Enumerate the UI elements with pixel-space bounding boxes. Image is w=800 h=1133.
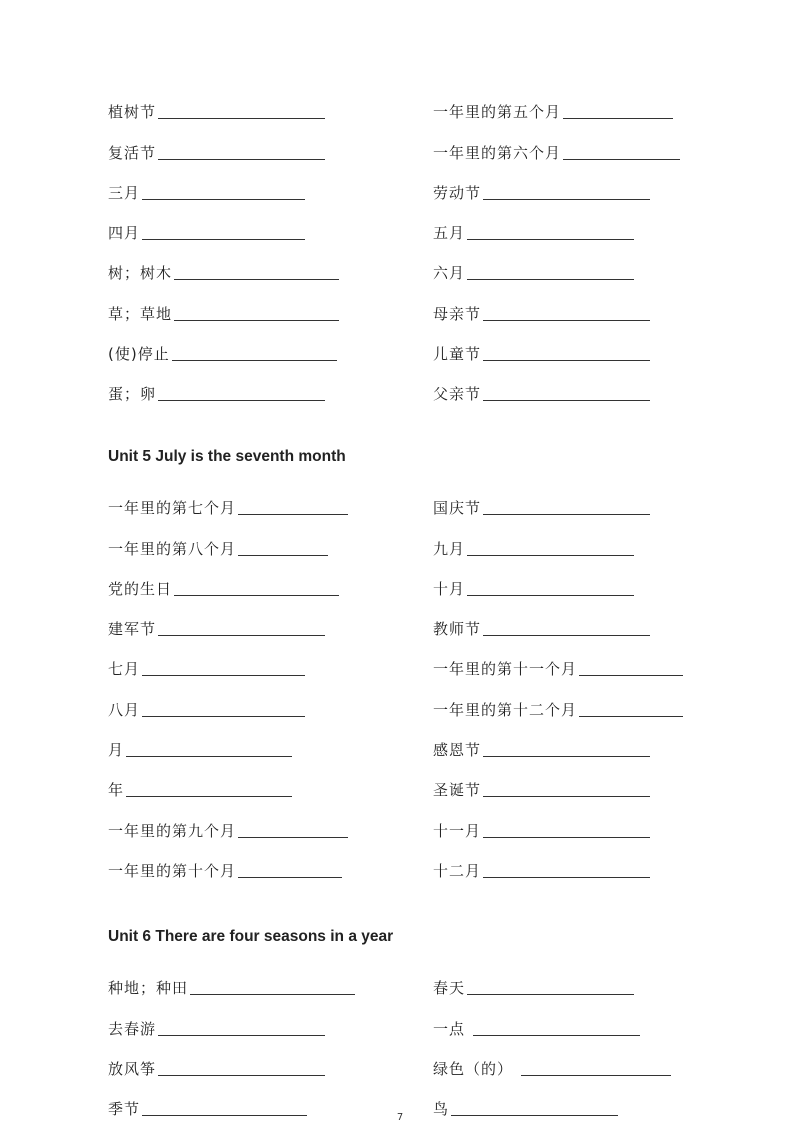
vocab-label: 绿色（的） xyxy=(433,1059,514,1078)
answer-blank[interactable] xyxy=(467,580,634,596)
vocab-item xyxy=(433,599,683,639)
answer-blank[interactable] xyxy=(483,781,650,797)
vocab-label: 十二月 xyxy=(433,861,482,880)
vocab-label: 感恩节 xyxy=(433,741,482,760)
vocab-label: 六月 xyxy=(433,264,466,283)
answer-blank[interactable] xyxy=(238,499,348,515)
vocab-item xyxy=(433,518,683,558)
vocab-label: 四月 xyxy=(108,224,141,243)
vocab-label: 圣诞节 xyxy=(433,781,482,800)
vocab-item xyxy=(433,639,683,679)
vocab-label: 一年里的第六个月 xyxy=(433,143,562,162)
vocab-item xyxy=(433,243,680,283)
answer-blank[interactable] xyxy=(158,385,325,401)
answer-blank[interactable] xyxy=(158,620,325,636)
vocab-label: 一年里的第十个月 xyxy=(108,861,237,880)
vocab-item xyxy=(108,324,339,364)
vocab-item xyxy=(433,122,680,162)
vocab-label: 劳动节 xyxy=(433,183,482,202)
vocab-item xyxy=(108,559,348,599)
vocab-label: 九月 xyxy=(433,539,466,558)
answer-blank[interactable] xyxy=(238,540,328,556)
vocab-label: 一年里的第十一个月 xyxy=(433,660,578,679)
vocab-label: (使)停止 xyxy=(108,345,170,364)
vocab-label: 去春游 xyxy=(108,1019,157,1038)
right-column xyxy=(433,478,683,881)
vocab-label: 春天 xyxy=(433,979,466,998)
vocab-label: 树；树木 xyxy=(108,264,173,283)
vocab-label: 蛋；卵 xyxy=(108,385,157,404)
vocab-label: 一年里的第十二个月 xyxy=(433,700,578,719)
answer-blank[interactable] xyxy=(483,620,650,636)
vocab-item xyxy=(433,364,680,404)
vocab-item xyxy=(433,679,683,719)
answer-blank[interactable] xyxy=(158,144,325,160)
vocab-item xyxy=(108,958,355,998)
vocab-item xyxy=(108,283,339,323)
vocab-label: 一年里的第八个月 xyxy=(108,539,237,558)
answer-blank[interactable] xyxy=(563,144,680,160)
vocab-item xyxy=(433,559,683,599)
vocab-label: 年 xyxy=(108,781,125,800)
answer-blank[interactable] xyxy=(142,184,305,200)
right-column xyxy=(433,958,671,1119)
vocab-label: 建军节 xyxy=(108,620,157,639)
vocab-label: 国庆节 xyxy=(433,499,482,518)
vocab-item xyxy=(108,122,339,162)
left-column xyxy=(108,958,355,1119)
vocab-label: 三月 xyxy=(108,183,141,202)
answer-blank[interactable] xyxy=(483,499,650,515)
answer-blank[interactable] xyxy=(142,660,305,676)
vocab-label: 鸟 xyxy=(433,1100,450,1119)
answer-blank[interactable] xyxy=(174,264,339,280)
vocab-item xyxy=(108,518,348,558)
vocab-label: 八月 xyxy=(108,700,141,719)
vocab-label: 草；草地 xyxy=(108,304,173,323)
vocab-label: 教师节 xyxy=(433,620,482,639)
vocab-label: 一年里的第五个月 xyxy=(433,103,562,122)
unit6-title: Unit 6 There are four seasons in a year xyxy=(108,928,394,945)
answer-blank[interactable] xyxy=(126,781,292,797)
vocab-label: 父亲节 xyxy=(433,385,482,404)
vocab-item xyxy=(433,203,680,243)
answer-blank[interactable] xyxy=(521,1060,671,1076)
vocab-label: 十月 xyxy=(433,579,466,598)
answer-blank[interactable] xyxy=(579,701,683,717)
vocab-item xyxy=(433,841,683,881)
vocab-label: 种地；种田 xyxy=(108,979,189,998)
vocab-item xyxy=(433,1039,671,1079)
vocab-item xyxy=(108,760,348,800)
left-column xyxy=(108,82,339,404)
answer-blank[interactable] xyxy=(172,345,337,361)
vocab-label: 放风筝 xyxy=(108,1059,157,1078)
answer-blank[interactable] xyxy=(142,224,305,240)
answer-blank[interactable] xyxy=(467,264,634,280)
vocab-label: 一点 xyxy=(433,1019,466,1038)
vocab-label: 植树节 xyxy=(108,103,157,122)
vocab-item xyxy=(433,82,680,122)
vocab-item xyxy=(108,243,339,283)
vocab-label: 复活节 xyxy=(108,143,157,162)
vocab-label: 儿童节 xyxy=(433,345,482,364)
answer-blank[interactable] xyxy=(483,822,650,838)
answer-blank[interactable] xyxy=(238,862,342,878)
vocab-item xyxy=(108,679,348,719)
vocab-item xyxy=(108,599,348,639)
answer-blank[interactable] xyxy=(174,580,339,596)
vocab-item xyxy=(433,760,683,800)
vocab-item xyxy=(433,720,683,760)
vocab-item xyxy=(108,1039,355,1079)
vocab-label: 一年里的第七个月 xyxy=(108,499,237,518)
answer-blank[interactable] xyxy=(238,822,348,838)
answer-blank[interactable] xyxy=(483,385,650,401)
vocab-item xyxy=(108,364,339,404)
answer-blank[interactable] xyxy=(467,540,634,556)
vocab-label: 七月 xyxy=(108,660,141,679)
answer-blank[interactable] xyxy=(483,345,650,361)
vocab-item xyxy=(108,800,348,840)
vocab-item xyxy=(433,163,680,203)
vocab-label: 五月 xyxy=(433,224,466,243)
vocab-item xyxy=(108,998,355,1038)
vocab-label: 季节 xyxy=(108,1100,141,1119)
vocab-item xyxy=(108,203,339,243)
answer-blank[interactable] xyxy=(190,979,355,995)
vocab-label: 母亲节 xyxy=(433,304,482,323)
vocab-label: 党的生日 xyxy=(108,579,173,598)
vocab-item xyxy=(108,163,339,203)
answer-blank[interactable] xyxy=(158,1020,325,1036)
vocab-item xyxy=(108,720,348,760)
answer-blank[interactable] xyxy=(473,1020,640,1036)
answer-blank[interactable] xyxy=(142,701,305,717)
vocab-item xyxy=(433,283,680,323)
answer-blank[interactable] xyxy=(483,184,650,200)
unit5-title: Unit 5 July is the seventh month xyxy=(108,448,346,465)
page-number: 7 xyxy=(396,1112,404,1123)
vocab-item xyxy=(433,478,683,518)
vocab-item xyxy=(108,841,348,881)
vocab-item xyxy=(108,82,339,122)
answer-blank[interactable] xyxy=(563,103,673,119)
answer-blank[interactable] xyxy=(483,305,650,321)
vocab-item xyxy=(108,639,348,679)
answer-blank[interactable] xyxy=(579,660,683,676)
vocab-item xyxy=(433,998,671,1038)
vocab-item xyxy=(433,958,671,998)
answer-blank[interactable] xyxy=(467,979,634,995)
answer-blank[interactable] xyxy=(158,103,325,119)
vocab-label: 十一月 xyxy=(433,821,482,840)
answer-blank[interactable] xyxy=(174,305,339,321)
vocab-item xyxy=(108,478,348,518)
vocab-item xyxy=(433,800,683,840)
answer-blank[interactable] xyxy=(126,741,292,757)
answer-blank[interactable] xyxy=(483,741,650,757)
right-column xyxy=(433,82,680,404)
answer-blank[interactable] xyxy=(158,1060,325,1076)
answer-blank[interactable] xyxy=(483,862,650,878)
vocab-label: 月 xyxy=(108,741,125,760)
vocab-item xyxy=(433,324,680,364)
answer-blank[interactable] xyxy=(467,224,634,240)
vocab-label: 一年里的第九个月 xyxy=(108,821,237,840)
left-column xyxy=(108,478,348,881)
